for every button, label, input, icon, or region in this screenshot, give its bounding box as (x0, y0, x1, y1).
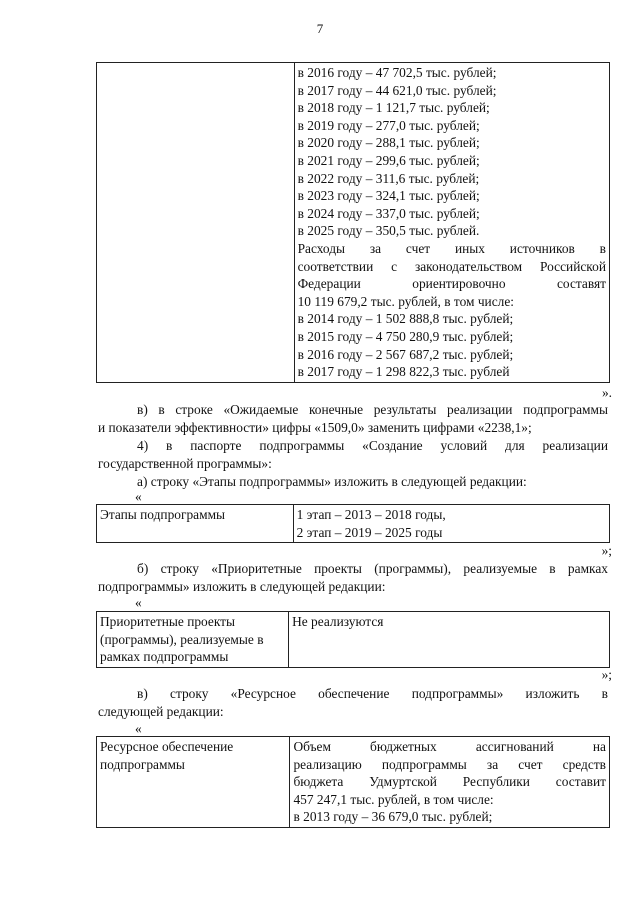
priority-projects-table (96, 611, 610, 668)
stage-line: 1 этап – 2013 – 2018 годы, (296, 507, 446, 522)
funding-line: в 2018 году – 1 121,7 тыс. рублей; (297, 100, 490, 116)
closing-quote: »; (601, 543, 612, 558)
label-line: Ресурсное обеспечение (100, 739, 234, 754)
label-line: подпрограммы (100, 756, 185, 772)
paragraph-vv (98, 685, 608, 720)
paragraph-b (98, 560, 608, 595)
paragraph-line: б) строку «Приоритетные проекты (программы), реализуемые в рамках (137, 561, 608, 576)
resource-value (290, 737, 610, 828)
other-sources-line: в 2014 году – 1 502 888,8 тыс. рублей; (297, 311, 514, 327)
funding-line: в 2022 году – 311,6 тыс. рублей; (297, 170, 480, 186)
funding-line: в 2017 году – 44 621,0 тыс. рублей; (297, 82, 497, 98)
closing-quote: ». (601, 385, 612, 400)
opening-quote: « (135, 595, 142, 610)
other-sources-line: в 2015 году – 4 750 280,9 тыс. рублей; (297, 328, 514, 344)
label-line: (программы), реализуемые в (100, 631, 264, 647)
funding-line: в 2020 году – 288,1 тыс. рублей; (297, 135, 480, 151)
page-number: 7 (316, 21, 324, 36)
resource-line: в 2013 году – 36 679,0 тыс. рублей; (293, 809, 493, 825)
other-sources-line: 10 119 679,2 тыс. рублей, в том числе: (297, 293, 515, 309)
resource-line: Объем бюджетных ассигнований на (293, 739, 606, 754)
resource-line: 457 247,1 тыс. рублей, в том числе: (293, 791, 494, 807)
priority-label (97, 612, 289, 668)
paragraph-line: государственной программы»: (98, 455, 272, 471)
priority-value: Не реализуются (289, 612, 610, 668)
paragraph-line: 4) в паспорте подпрограммы «Создание условий для реализации (137, 438, 608, 453)
stages-table (96, 504, 610, 543)
paragraph-line: подпрограммы» изложить в следующей редакции: (98, 578, 386, 594)
other-sources-line: в 2016 году – 2 567 687,2 тыс. рублей; (297, 346, 514, 362)
table-cell-funding (294, 63, 609, 383)
paragraph-line: а) строку «Этапы подпрограммы» изложить в следующей редакции: (137, 474, 527, 489)
paragraph-line: в) строку «Ресурсное обеспечение подпрограммы» изложить в (137, 686, 608, 701)
funding-line: в 2016 году – 47 702,5 тыс. рублей; (297, 65, 497, 80)
resource-label (97, 737, 290, 828)
paragraph-line: и показатели эффективности» цифры «1509,0» заменить цифрами «2238,1»; (98, 419, 532, 435)
funding-line: в 2023 году – 324,1 тыс. рублей; (297, 188, 480, 204)
stage-line: 2 этап – 2019 – 2025 годы (296, 524, 443, 540)
other-sources-text: Расходы за счет иных источников в (297, 240, 606, 256)
table-cell-empty (97, 63, 295, 383)
stages-value (293, 505, 609, 543)
closing-quote: »; (601, 667, 612, 682)
other-sources-text: Федерации ориентировочно составят (297, 276, 606, 292)
label-line: рамках подпрограммы (100, 649, 229, 665)
paragraph-a (98, 473, 608, 491)
other-sources-line: в 2017 году – 1 298 822,3 тыс. рублей (297, 364, 510, 380)
stages-label: Этапы подпрограммы (97, 505, 294, 543)
other-sources-text: соответствии с законодательством Российской (297, 258, 606, 274)
resource-line: бюджета Удмуртской Республики составит (293, 774, 606, 790)
funding-line: в 2021 году – 299,6 тыс. рублей; (297, 152, 480, 168)
paragraph-v (98, 401, 608, 436)
funding-line: в 2025 году – 350,5 тыс. рублей. (297, 223, 480, 239)
label-line: Приоритетные проекты (100, 614, 236, 629)
funding-line: в 2024 году – 337,0 тыс. рублей; (297, 205, 480, 221)
funding-table-continued (96, 62, 610, 383)
opening-quote: « (135, 721, 142, 736)
resource-table (96, 736, 610, 828)
paragraph-line: следующей редакции: (98, 703, 224, 719)
paragraph-4 (98, 437, 608, 472)
opening-quote: « (135, 489, 142, 504)
paragraph-line: в) в строке «Ожидаемые конечные результаты реализации подпрограммы (137, 402, 608, 417)
resource-line: реализацию подпрограммы за счет средств (293, 756, 606, 772)
funding-line: в 2019 году – 277,0 тыс. рублей; (297, 117, 480, 133)
